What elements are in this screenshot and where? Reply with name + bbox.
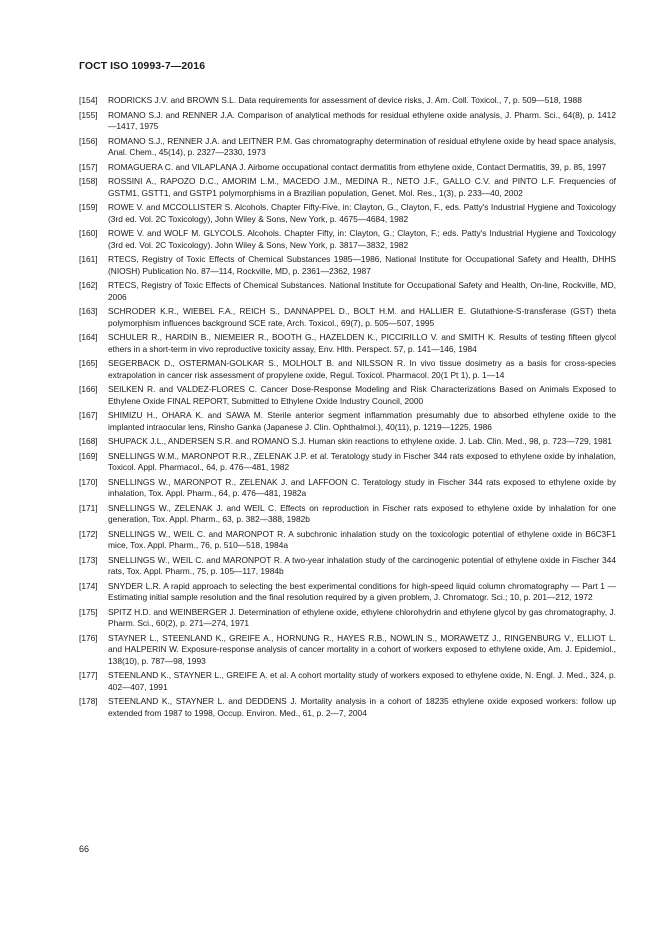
reference-text: SHUPACK J.L., ANDERSEN S.R. and ROMANO S.J. Human skin reactions to ethylene oxide. J. Lab. Clin. Med., 98, p. 723—729, 1981 (108, 436, 612, 447)
reference-number: [172] (79, 528, 98, 539)
reference-text: SNYDER L.R. A rapid approach to selecting the best experimental conditions for high-speed liquid column chromatography — Part 1 — Estimating initial sample resolution and the final resolution required by a given problem, J. Chromatogr. Sci.; 10, p. 201—212, 1972 (108, 580, 616, 603)
reference-item (79, 176, 616, 199)
reference-number: [158] (79, 176, 98, 187)
reference-item (79, 332, 616, 355)
reference-number: [173] (79, 554, 98, 565)
reference-text: SPITZ H.D. and WEINBERGER J. Determination of ethylene oxide, ethylene chlorohydrin and ethylene glycol by gas chromatography, J. Pharm. Sci., 60(2), p. 271—274, 1971 (108, 606, 616, 629)
reference-text: SNELLINGS W., WEIL C. and MARONPOT R. A two-year inhalation study of the carcinogenic potential of ethylene oxide in Fischer 344 rats, Tox. Appl. Pharm., 75, p. 105—117, 1984b (108, 554, 616, 577)
reference-item (79, 280, 616, 303)
reference-number: [177] (79, 670, 98, 681)
reference-item (79, 696, 616, 719)
reference-text: SEILKEN R. and VALDEZ-FLORES C. Cancer Dose-Response Modeling and Risk Characterizations Based on Animals Exposed to Ethylene Oxide FINAL REPORT, Submitted to Ethylene Oxide Industry Council, 2000 (108, 384, 616, 406)
reference-item (79, 202, 616, 225)
reference-number: [157] (79, 161, 98, 172)
reference-text: SNELLINGS W., MARONPOT R., ZELENAK J. and LAFFOON C. Teratology study in Fischer 344 rats exposed to ethylene oxide by inhalation, Tox. Appl. Pharm., 64, p. 476—481, 1982a (108, 476, 616, 499)
reference-text: SNELLINGS W., ZELENAK J. and WEIL C. Effects on reproduction in Fischer rats exposed to ethylene oxide by inhalation for one generation, Tox. Appl. Pharm., 63, p. 382—388, 1982b (108, 502, 616, 525)
reference-number: [178] (79, 696, 98, 707)
reference-number: [155] (79, 109, 98, 120)
reference-number: [165] (79, 358, 98, 369)
reference-number: [168] (79, 436, 98, 447)
reference-text: SCHRODER K.R., WIEBEL F.A., REICH S., DANNAPPEL D., BOLT H.M. and HALLIER E. Glutathione-S-transferase (GST) theta polymorphism influences background SCE rate, Arch. Toxicol., 69(7), p. 505—507, 1995 (108, 306, 616, 328)
reference-text: SNELLINGS W., WEIL C. and MARONPOT R. A subchronic inhalation study on the toxicologic potential of ethylene oxide in B6C3F1 mice, Tox. Appl. Pharm., 76, p. 510—518, 1984a (108, 528, 616, 551)
reference-list (79, 95, 616, 722)
page-number: 66 (79, 844, 90, 854)
reference-text: SHIMIZU H., OHARA K. and SAWA M. Sterile anterior segment inflammation presumably due to absorbed ethylene oxide to the implanted intraocular lens, Rinsho Ganka (Japanese J. Clin. Ophthalmol.), 40(11), p. 1219—1225, 1986 (108, 410, 616, 432)
reference-item (79, 436, 616, 447)
reference-text: ROWE V. and WOLF M. GLYCOLS. Alcohols. Chapter Fifty, in: Clayton, G.; Clayton, F.; eds. Patty's Industrial Hygiene and Toxicology (3rd ed. Vol. 2C Toxicology). John Wiley & Sons, New York, p. 3817—3832, 1982 (108, 228, 616, 250)
reference-item (79, 555, 616, 578)
reference-number: [167] (79, 410, 98, 421)
reference-item (79, 162, 616, 173)
reference-text: STEENLAND K., STAYNER L. and DEDDENS J. Mortality analysis in a cohort of 18235 ethylene oxide exposed workers: follow up extended from 1987 to 1998, Occup. Environ. Med., 61, p. 2—7, 2004 (108, 696, 616, 718)
reference-item (79, 384, 616, 407)
reference-item (79, 110, 616, 133)
reference-text: ROSSINI A., RAPOZO D.C., AMORIM L.M., MACEDO J.M., MEDINA R., NETO J.F., GALLO C.V. and PINTO L.F. Frequencies of GSTM1, GSTT1, and GSTP1 polymorphisms in a Brazilian population, Genet. Mol. Res., 1(3), p. 233—40, 2002 (108, 176, 616, 198)
reference-number: [164] (79, 332, 98, 343)
reference-item (79, 670, 616, 693)
reference-number: [161] (79, 254, 98, 265)
document-header: ГОСТ ISO 10993-7—2016 (79, 60, 206, 72)
reference-item (79, 607, 616, 630)
reference-text: STEENLAND K., STAYNER L., GREIFE A. et al. A cohort mortality study of workers exposed to ethylene oxide, N. Engl. J. Med., 324, p. 402—407, 1991 (108, 670, 616, 692)
reference-item (79, 95, 616, 106)
reference-text: ROMANO S.J. and RENNER J.A. Comparison of analytical methods for residual ethylene oxide analysis, J. Pharm. Sci., 64(8), p. 1412—1417, 1975 (108, 109, 616, 131)
reference-text: STAYNER L., STEENLAND K., GREIFE A., HORNUNG R., HAYES R.B., NOWLIN S., MORAWETZ J., RINGENBURG V., ELLIOT L. and HALPERIN W. Exposure-response analysis of cancer mortality in a cohort of workers exposed to ethylene oxide, Am. J. Epidemiol., 138(10), p. 787—98, 1993 (108, 632, 616, 666)
reference-text: SNELLINGS W.M., MARONPOT R.R., ZELENAK J.P. et al. Teratology study in Fischer 344 rats exposed to ethylene oxide by inhalation, Toxicol. Appl. Pharmacol., 64, p. 476—481, 1982 (108, 450, 616, 473)
reference-item (79, 503, 616, 526)
reference-item (79, 306, 616, 329)
reference-item (79, 358, 616, 381)
reference-number: [176] (79, 632, 98, 643)
reference-item (79, 451, 616, 474)
reference-number: [156] (79, 135, 98, 146)
reference-text: ROMANO S.J., RENNER J.A. and LEITNER P.M. Gas chromatography determination of residual ethylene oxide by head space analysis, Anal. Chem., 45(14), p. 2327—2330, 1973 (108, 135, 616, 157)
reference-text: RTECS, Registry of Toxic Effects of Chemical Substances 1985—1986, National Institute for Occupational Safety and Health, DHHS (NIOSH) Publication No. 87—114, Rockville, MD, p. 2361—2362, 1987 (108, 254, 616, 276)
reference-number: [163] (79, 306, 98, 317)
reference-number: [159] (79, 202, 98, 213)
reference-item (79, 410, 616, 433)
reference-item (79, 477, 616, 500)
reference-number: [171] (79, 502, 98, 513)
reference-number: [175] (79, 606, 98, 617)
reference-number: [160] (79, 228, 98, 239)
reference-item (79, 529, 616, 552)
reference-item (79, 581, 616, 604)
reference-text: SCHULER R., HARDIN B., NIEMEIER R., BOOTH G., HAZELDEN K., PICCIRILLO V. and SMITH K. Results of testing fifteen glycol ethers in a short-term in vivo reproductive toxicity assay, Env. Hlth. Perspect. 57, p. 141—146, 1984 (108, 332, 616, 354)
reference-item (79, 228, 616, 251)
reference-text: RODRICKS J.V. and BROWN S.L. Data requirements for assessment of device risks, J. Am. Coll. Toxicol., 7, p. 509—518, 1988 (108, 95, 582, 105)
reference-number: [170] (79, 476, 98, 487)
reference-number: [154] (79, 95, 98, 105)
reference-item (79, 254, 616, 277)
reference-item (79, 136, 616, 159)
reference-text: ROMAGUERA C. and VILAPLANA J. Airborne occupational contact dermatitis from ethylene oxide, Contact Dermatitis, 39, p. 85, 1997 (108, 161, 607, 172)
reference-number: [162] (79, 280, 98, 291)
reference-number: [169] (79, 450, 98, 461)
reference-item (79, 633, 616, 667)
reference-text: RTECS, Registry of Toxic Effects of Chemical Substances. National Institute for Occupational Safety and Health, On-line, Rockville, MD, 2006 (108, 280, 616, 302)
reference-text: SEGERBACK D., OSTERMAN-GOLKAR S., MOLHOLT B. and NILSSON R. In vivo tissue dosimetry as a basis for cross-species extrapolation in cancer risk assessment of propylene oxide, Regul. Toxicol. Pharmacol. 20(1 Pt 1), p. 1—14 (108, 358, 616, 380)
reference-number: [174] (79, 580, 98, 591)
reference-text: ROWE V. and MCCOLLISTER S. Alcohols. Chapter Fifty-Five, in: Clayton, G., Clayton, F., eds. Patty's Industrial Hygiene and Toxicology (3rd ed. Vol. 2C Toxicology), John Wiley & Sons, New York, p. 4675—4684, 1982 (108, 202, 616, 224)
reference-number: [166] (79, 384, 98, 395)
